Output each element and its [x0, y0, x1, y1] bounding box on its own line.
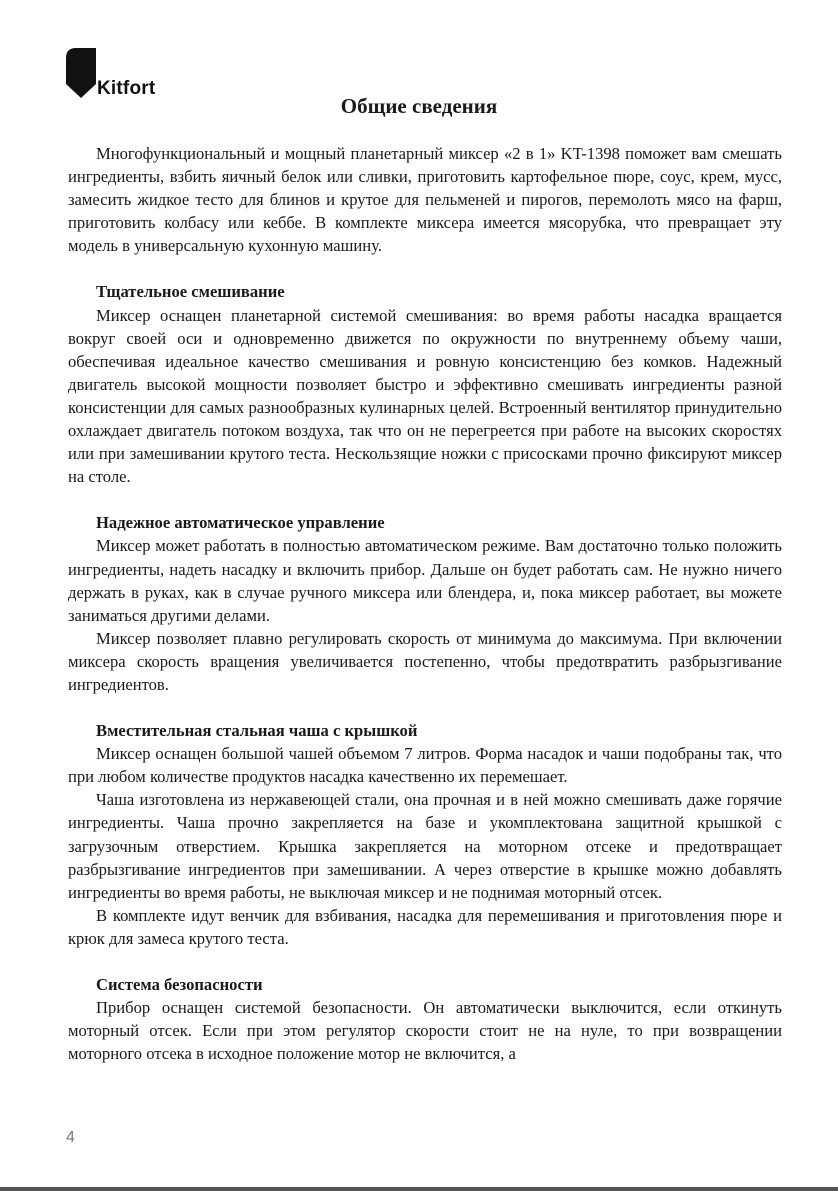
paragraph: В комплекте идут венчик для взбивания, насадка для перемешивания и приготовления пюре и крюк для замеса крутого теста. — [68, 905, 782, 948]
paragraph: Миксер оснащен большой чашей объемом 7 литров. Форма насадок и чаши подобраны так, что при любом количестве продуктов насадка качественно их перемешает. — [68, 744, 782, 787]
section — [68, 973, 782, 1065]
page-number: 4 — [66, 1129, 75, 1146]
document-body — [68, 142, 782, 1088]
section — [68, 280, 782, 488]
paragraph: Миксер оснащен планетарной системой смешивания: во время работы насадка вращается вокруг своей оси и одновременно движется по окружности по внутреннему объему чаши, обеспечивая идеальное качество смешивания и ровную консистенцию без комков. Надежный двигатель высокой мощности позволяет быстро и эффективно смешивать ингредиенты разной консистенции для самых разнообразных кулинарных целей. Встроенный вентилятор принудительно охлаждает двигатель потоком воздуха, так что он не перегреется при работе на высоких скоростях или при замешивании крутого теста. Нескользящие ножки с присосками прочно фиксируют миксер на столе. — [68, 305, 782, 487]
section-heading: Надежное автоматическое управление — [96, 513, 385, 533]
section — [68, 719, 782, 950]
bottom-rule — [0, 1187, 838, 1191]
paragraph: Миксер может работать в полностью автоматическом режиме. Вам достаточно только положить ингредиенты, надеть насадку и включить прибор. Дальше он будет работать сам. Не нужно ничего держать в руках, как в случае ручного миксера или блендера, и, пока миксер работает, вы можете заниматься другими делами. — [68, 536, 782, 625]
brand-name: Kitfort — [97, 78, 156, 99]
paragraph: Многофункциональный и мощный планетарный миксер «2 в 1» KT-1398 поможет вам смешать ингредиенты, взбить яичный белок или сливки, приготовить картофельное пюре, соус, крем, мусс, замесить жидкое тесто для блинов и крутое для пельменей и пирогов, перемолоть мясо на фарш, приготовить колбасу или кеббе. В комплекте миксера имеется мясорубка, что превращает эту модель в универсальную кухонную машину. — [68, 144, 782, 256]
section — [68, 511, 782, 696]
paragraph: Миксер позволяет плавно регулировать скорость от минимума до максимума. При включении миксера скорость вращения увеличивается постепенно, чтобы предотвратить разбрызгивание ингредиентов. — [68, 628, 782, 694]
section-heading: Система безопасности — [96, 975, 263, 994]
section-heading: Тщательное смешивание — [96, 282, 285, 302]
paragraph: Прибор оснащен системой безопасности. Он автоматически выключится, если откинуть моторный отсек. Если при этом регулятор скорости стоит не на нуле, то при возвращении моторного отсека в исходное положение мотор не включится, а — [68, 998, 782, 1064]
section-heading: Вместительная стальная чаша с крышкой — [96, 721, 418, 741]
kitfort-logo-icon — [66, 48, 96, 98]
paragraph: Чаша изготовлена из нержавеющей стали, она прочная и в ней можно смешивать даже горячие ингредиенты. Чаша прочно закрепляется на базе и укомплектована защитной крышкой с загрузочным отверстием. Крышка закрепляется на моторном отсеке и предотвращает разбрызгивание ингредиентов при замешивании. А через отверстие в крышке можно добавлять ингредиенты во время работы, не выключая миксер и не поднимая моторный отсек. — [68, 790, 782, 902]
page-title: Общие сведения — [340, 94, 498, 118]
section — [68, 142, 782, 257]
